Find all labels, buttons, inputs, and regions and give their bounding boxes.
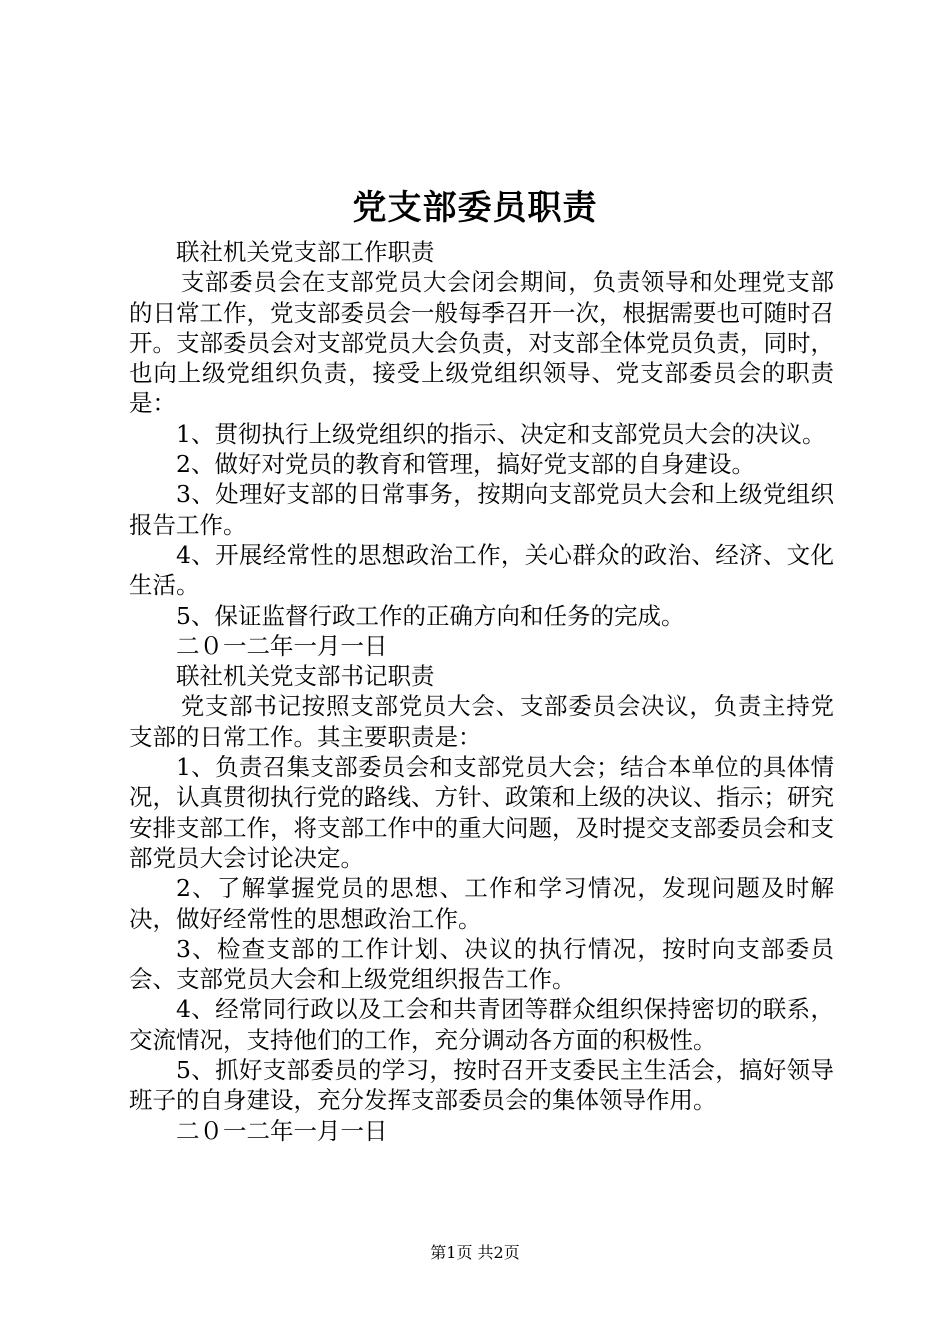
list-item-duty-1: 1、贯彻执行上级党组织的指示、决定和支部党员大会的决议。 [176,419,826,448]
list-item-secretary-1: 1、负责召集支部委员会和支部党员大会；结合本单位的具体情况，认真贯彻执行党的路线、方针、政策和上级的决议、指示；研究安排支部工作，将支部工作中的重大问题，及时提交支部委员会和支部党员大会讨论决定。 [129,753,834,872]
paragraph-secretary-intro: 党支部书记按照支部党员大会、支部委员会决议，负责主持党支部的日常工作。其主要职责是： [129,692,834,751]
list-item-duty-3: 3、处理好支部的日常事务，按期向支部党员大会和上级党组织报告工作。 [129,480,834,539]
list-item-secretary-2: 2、了解掌握党员的思想、工作和学习情况，发现问题及时解决，做好经常性的思想政治工作。 [129,874,834,933]
list-item-secretary-5: 5、抓好支部委员的学习，按时召开支委民主生活会，搞好领导班子的自身建设，充分发挥支部委员会的集体领导作用。 [129,1056,834,1115]
page-number-footer: 第1页 共2页 [430,1243,520,1262]
list-item-duty-5: 5、保证监督行政工作的正确方向和任务的完成。 [176,601,685,630]
list-item-secretary-4: 4、经常同行政以及工会和共青团等群众组织保持密切的联系，交流情况，支持他们的工作，充分调动各方面的积极性。 [129,995,834,1054]
paragraph-committee-intro: 支部委员会在支部党员大会闭会期间，负责领导和处理党支部的日常工作，党支部委员会一般每季召开一次，根据需要也可随时召开。支部委员会对支部党员大会负责，对支部全体党员负责，同时，也向上级党组织负责，接受上级党组织领导、党支部委员会的职责是： [129,268,834,418]
section-heading-secretary-duties: 联社机关党支部书记职责 [176,662,435,691]
document-body [129,237,834,1146]
list-item-duty-4: 4、开展经常性的思想政治工作，关心群众的政治、经济、文化生活。 [129,540,834,600]
date-line-2: 二０一二年一月一日 [176,1116,388,1145]
date-line-1: 二０一二年一月一日 [176,631,388,660]
section-heading-work-duties: 联社机关党支部工作职责 [176,238,435,266]
document-title: 党支部委员职责 [352,188,598,228]
list-item-duty-2: 2、做好对党员的教育和管理，搞好党支部的自身建设。 [176,450,755,479]
list-item-secretary-3: 3、检查支部的工作计划、决议的执行情况，按时向支部委员会、支部党员大会和上级党组织报告工作。 [129,934,834,994]
